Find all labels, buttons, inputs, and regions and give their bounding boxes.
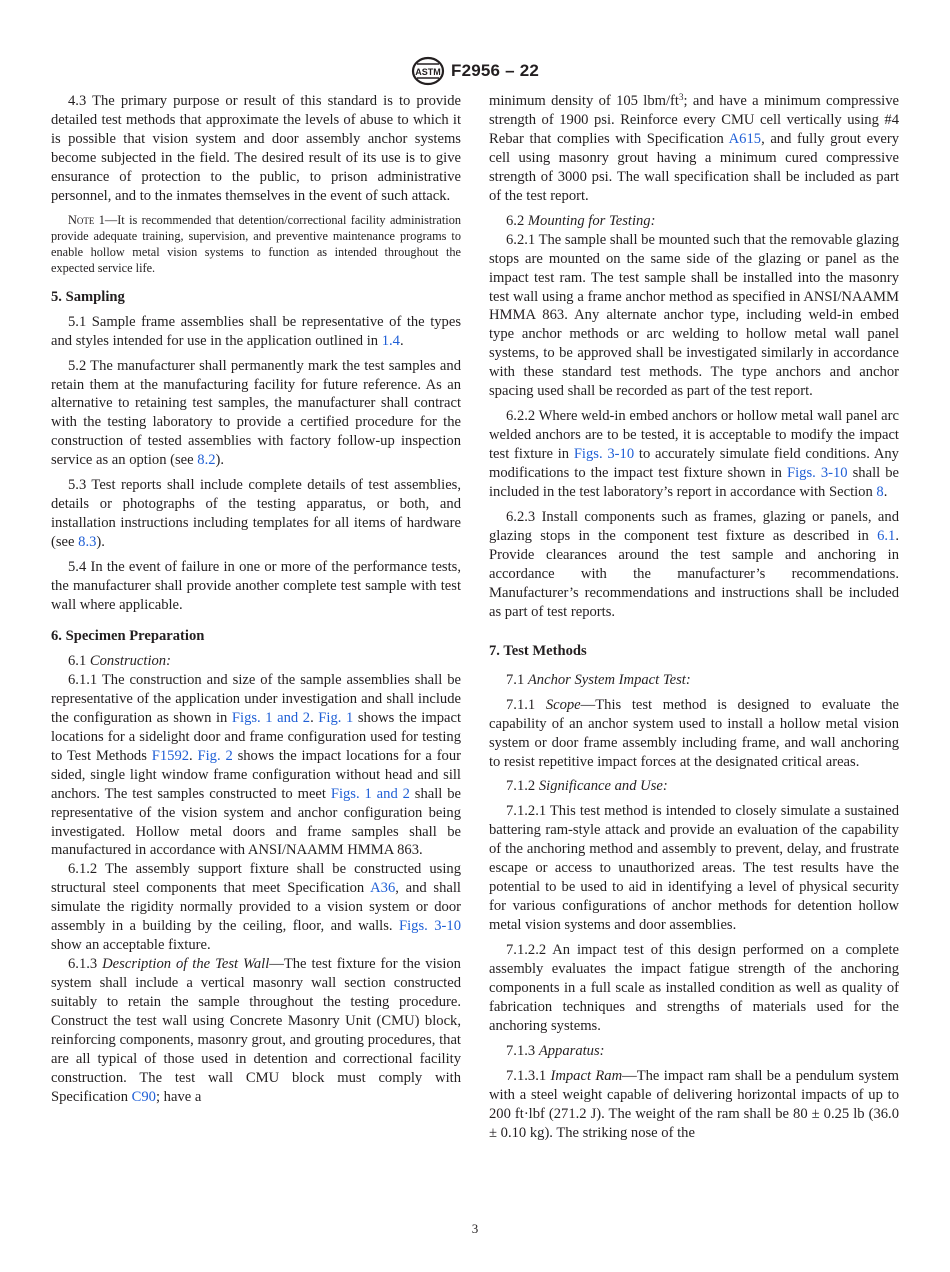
astm-logo-icon: [411, 56, 445, 86]
paragraph-7-1-3-1: [489, 1067, 899, 1143]
text: 6.2.2 Where weld-in embed anchors or hollow metal wall panel arc welded anchors are to be tested, it is acceptable to modify the impact test fixture in: [489, 408, 899, 463]
paragraph-7-1-3: [489, 1042, 899, 1061]
link-a615[interactable]: A615: [728, 130, 762, 147]
text: 7.1.3.1: [506, 1067, 551, 1084]
link-fig-1[interactable]: Fig. 1: [318, 709, 354, 726]
link-8-3[interactable]: 8.3: [78, 534, 97, 551]
paragraph-6-1-3-continued: [489, 92, 899, 206]
text: .: [883, 484, 888, 501]
text: 5.2 The manufacturer shall permanently mark the test samples and retain them at the manufacturing facility for future reference. As an alternative to retaining test samples, the manufacturer shall contract with the testing laboratory to provide a certified procedure for the construction of tested assemblies with factory follow-up inspection service as an option (see: [51, 357, 461, 469]
text: .: [189, 747, 198, 764]
link-section-8[interactable]: 8: [876, 484, 884, 501]
paragraph-6-2-3: [489, 508, 899, 622]
paragraph-7-1: [489, 671, 899, 690]
text: 7.1.2: [506, 778, 539, 795]
link-c90[interactable]: C90: [131, 1088, 156, 1105]
link-figs-3-10[interactable]: Figs. 3-10: [787, 465, 848, 482]
text: shall be representative of the vision system and anchor configuration being investigated. Hollow metal doors and frame samples shall be manufactured in accordance with ANSI/NAAMM HMMA 863.: [51, 785, 461, 859]
text: shows the impact locations for a four sided, single light window frame configuration without head and sill anchors. The test samples constructed to meet: [51, 747, 462, 802]
paragraph-7-1-2-1: 7.1.2.1 This test method is intended to closely simulate a sustained battering ram-style attack and provide an evaluation of the capability of the anchoring method and assembly to prevent, delay, and frustrate escape or access to unauthorized areas. The test results have the potential to be used to aid in identifying a level of physical security for various configurations of anchor methods for detention hollow metal vision systems and door assemblies.: [489, 803, 899, 934]
paragraph-7-1-2: [489, 777, 899, 796]
superscript: 3: [678, 92, 684, 102]
paragraph-5-4: 5.4 In the event of failure in one or more of the performance tests, the manufacturer shall provide another complete test sample with test wall where applicable.: [51, 559, 461, 614]
section-6-heading: 6. Specimen Preparation: [51, 627, 205, 644]
text: 5.1 Sample frame assemblies shall be representative of the types and styles intended for use in the application outlined in: [51, 313, 461, 349]
subsection-title: Apparatus:: [538, 1042, 605, 1059]
paragraph-5-2: [51, 357, 461, 471]
standard-designation: F2956 – 22: [450, 61, 539, 80]
text: 6.1.3: [68, 956, 103, 973]
text: 6.1: [68, 652, 90, 669]
paragraph-6-2: [489, 212, 899, 231]
link-8-2[interactable]: 8.2: [197, 452, 216, 469]
text: ).: [215, 452, 225, 469]
text: , and shall simulate the rigidity normally provided to a vision system or door assembly in a building by the ceiling, floor, and walls.: [51, 880, 461, 935]
page-header: [0, 56, 950, 86]
text: shows the impact locations for a sidelight door and frame configuration used for testing to Test Methods: [51, 709, 462, 764]
left-column: [51, 92, 461, 1107]
text: ; and have a minimum compressive strength of 1900 psi. Reinforce every CMU cell vertically using #4 Rebar that complies with Specification: [489, 93, 899, 147]
paragraph-6-2-2: [489, 407, 899, 502]
subsection-title: Scope: [545, 696, 581, 713]
link-1-4[interactable]: 1.4: [381, 332, 400, 349]
text: show an acceptable fixture.: [51, 937, 211, 954]
section-7-heading: 7. Test Methods: [489, 642, 587, 659]
text: , and fully grout every cell using masonry grout having a minimum cured compressive strength of 3000 psi. The wall specification shall be included as part of the test report.: [489, 130, 900, 204]
text: .: [399, 332, 404, 349]
paragraph-6-1-3: [51, 955, 461, 1107]
subsection-title: Impact Ram: [550, 1067, 623, 1084]
link-figs-1-2[interactable]: Figs. 1 and 2: [231, 709, 311, 726]
text: ; have a: [155, 1088, 202, 1105]
text: to accurately simulate field conditions. Any modifications to the impact test fixture shown in: [489, 446, 899, 482]
paragraph-6-1: [51, 652, 461, 671]
paragraph-6-1-2: [51, 860, 461, 955]
link-figs-1-2[interactable]: Figs. 1 and 2: [330, 785, 410, 802]
paragraph-7-1-1: [489, 696, 899, 772]
text: —This test method is designed to evaluate the capability of an anchor system used to install a hollow metal vision system or door frame assembly including frame, and wall anchoring to resist repetitive impact forces at the designated critical areas.: [489, 696, 899, 770]
text: ).: [96, 534, 105, 551]
page-number: 3: [471, 1221, 479, 1236]
link-6-1[interactable]: 6.1: [877, 527, 896, 544]
text: —The test fixture for the vision system shall include a vertical masonry wall section constructed suitably to retain the sample throughout the testing procedure. Construct the test wall using Concrete Masonry Unit (CMU) block, reinforcing components, masonry grout, and grouting procedures, that are all typical of those used in detention and correctional facility construction. The test wall CMU block must comply with Specification: [51, 956, 461, 1105]
text: 7.1.3: [506, 1042, 539, 1059]
text: minimum density of 105 lbm/ft: [489, 93, 679, 109]
note-1-label: Note 1: [68, 212, 105, 227]
text: 7.1: [506, 671, 528, 688]
paragraph-6-1-1: [51, 671, 461, 861]
text: 6.1.2 The assembly support fixture shall be constructed using structural steel components that meet Specification: [51, 861, 461, 897]
text: .: [310, 709, 319, 726]
subsection-title: Significance and Use:: [538, 778, 668, 795]
text: . Provide clearances around the test sample and anchoring in accordance with the manufacturer’s recommendations. Manufacturer’s recommendations and instructions shall be included as part of test reports.: [489, 527, 899, 620]
svg-text:ASTM: ASTM: [415, 67, 441, 77]
paragraph-4-3: 4.3 The primary purpose or result of this standard is to provide detailed test methods that approximate the levels of abuse to which it is possible that vision system and door assembly anchor systems become subjected in the field. The desired result of its use is to give ensurance of protection to the public, to prison administrative personnel, and to the inmates themselves in the event of such attack.: [51, 93, 461, 204]
link-fig-2[interactable]: Fig. 2: [197, 747, 233, 764]
paragraph-5-3: [51, 476, 461, 552]
text: shall be included in the test laboratory’s report in accordance with Section: [489, 465, 899, 501]
text: 7.1.1: [506, 696, 546, 713]
text: 6.1.1 The construction and size of the sample assemblies shall be representative of the application under investigation and shall include the configuration as shown in: [51, 671, 461, 726]
text: —The impact ram shall be a pendulum system with a steel weight capable of delivering horizontal impacts of up to 200 ft·lbf (271.2 J). The weight of the ram shall be 80 ± 0.25 lb (36.0 ± 0.10 kg). The striking nose of the: [489, 1067, 899, 1141]
subsection-title: Construction:: [89, 652, 171, 669]
text: 6.2: [506, 212, 528, 229]
subsection-title: Description of the Test Wall: [102, 956, 270, 973]
link-figs-3-10[interactable]: Figs. 3-10: [399, 918, 461, 935]
note-1-text: —It is recommended that detention/correctional facility administration provide adequate training, supervision, and preventive maintenance programs to enable hollow metal vision systems to function as intended throughout the expected service life.: [51, 212, 461, 275]
subsection-title: Anchor System Impact Test:: [527, 671, 691, 688]
right-column: [489, 92, 899, 1143]
note-1: [51, 212, 461, 276]
paragraph-7-1-2-2: 7.1.2.2 An impact test of this design performed on a complete assembly evaluates the impact fatigue strength of the anchoring components in a full scale as installed condition as well as quality of fabrication techniques and strengths of materials used for the anchoring systems.: [489, 942, 899, 1034]
paragraph-5-1: [51, 313, 461, 351]
text: 5.3 Test reports shall include complete details of test assemblies, details or photographs of the testing apparatus, or both, and installation instructions including templates for all items of hardware (see: [51, 477, 461, 551]
link-a36[interactable]: A36: [370, 880, 396, 897]
section-5-heading: 5. Sampling: [51, 288, 125, 305]
link-figs-3-10[interactable]: Figs. 3-10: [573, 446, 635, 463]
paragraph-6-2-1: 6.2.1 The sample shall be mounted such that the removable glazing stops are mounted on the same side of the glazing or panel as the impact test ram. The test sample shall be installed into the masonry test wall using a frame anchor method as specified in ANSI/NAAMM HMMA 863. Any alternate anchor type, including weld-in embed type anchor methods or arc welding to hollow metal wall panel systems, to be approved shall be investigated similarly in accordance with these standard test methods. The type anchors and anchor spacing used shall be recorded as part of the test report.: [489, 231, 899, 400]
subsection-title: Mounting for Testing:: [527, 212, 656, 229]
text: 6.2.3 Install components such as frames, glazing or panels, and glazing stops in the component test fixture as described in: [489, 509, 899, 544]
link-f1592[interactable]: F1592: [151, 747, 190, 764]
